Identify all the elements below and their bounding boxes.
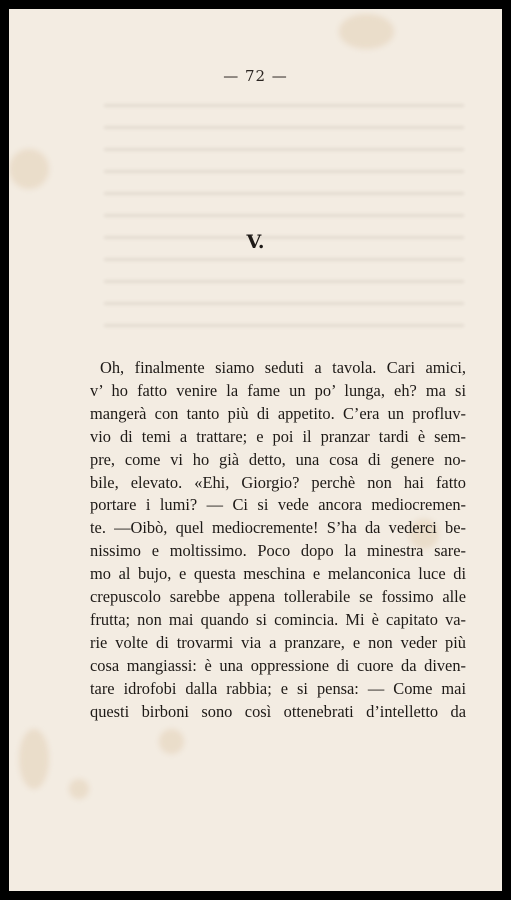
text-line: tare idrofobi dalla rabbia; e si pensa: — Come mai [90, 678, 466, 698]
text-line: crepuscolo sarebbe appena tollerabile se fossimo alle [90, 587, 466, 607]
text-line: nissimo e moltissimo. Poco dopo la minestra sare- [90, 541, 466, 561]
bleed-through-text [104, 94, 464, 334]
text-line: frutta; non mai quando si comincia. Mi è capitato va- [90, 609, 466, 629]
paper-stain [9, 149, 49, 189]
chapter-heading: V. [246, 231, 265, 253]
text-line: Oh, finalmente siamo seduti a tavola. Cari amici, [100, 358, 466, 377]
book-page [9, 9, 502, 891]
paper-stain [19, 729, 49, 789]
body-text [90, 357, 466, 724]
paper-stain [69, 779, 89, 799]
text-line: v’ ho fatto venire la fame un po’ lunga, eh? ma si [90, 380, 466, 400]
text-line: questi birboni sono così ottenebrati d’intelletto da [90, 701, 466, 721]
text-line: rie volte di trovarmi via a pranzare, e non veder più [90, 632, 466, 652]
text-line: pre, come vi ho già detto, una cosa di genere no- [90, 449, 466, 469]
page-number: — 72 — [223, 67, 288, 85]
text-line: vio di temi a trattare; e poi il pranzar tardi è sem- [90, 426, 466, 446]
paper-stain [159, 729, 184, 754]
text-line: portare i lumi? — Ci si vede ancora mediocremen- [90, 495, 466, 515]
text-line: cosa mangiassi: è una oppressione di cuore da diven- [90, 655, 466, 675]
paper-stain [339, 14, 394, 49]
text-line: mangerà con tanto più di appetito. C’era un profluv- [90, 403, 466, 423]
text-line: te. —Oibò, quel mediocremente! S’ha da vederci be- [90, 518, 466, 538]
text-line: mo al bujo, e questa meschina e melanconica luce di [90, 564, 466, 584]
text-line: bile, elevato. «Ehi, Giorgio? perchè non hai fatto [90, 472, 466, 492]
